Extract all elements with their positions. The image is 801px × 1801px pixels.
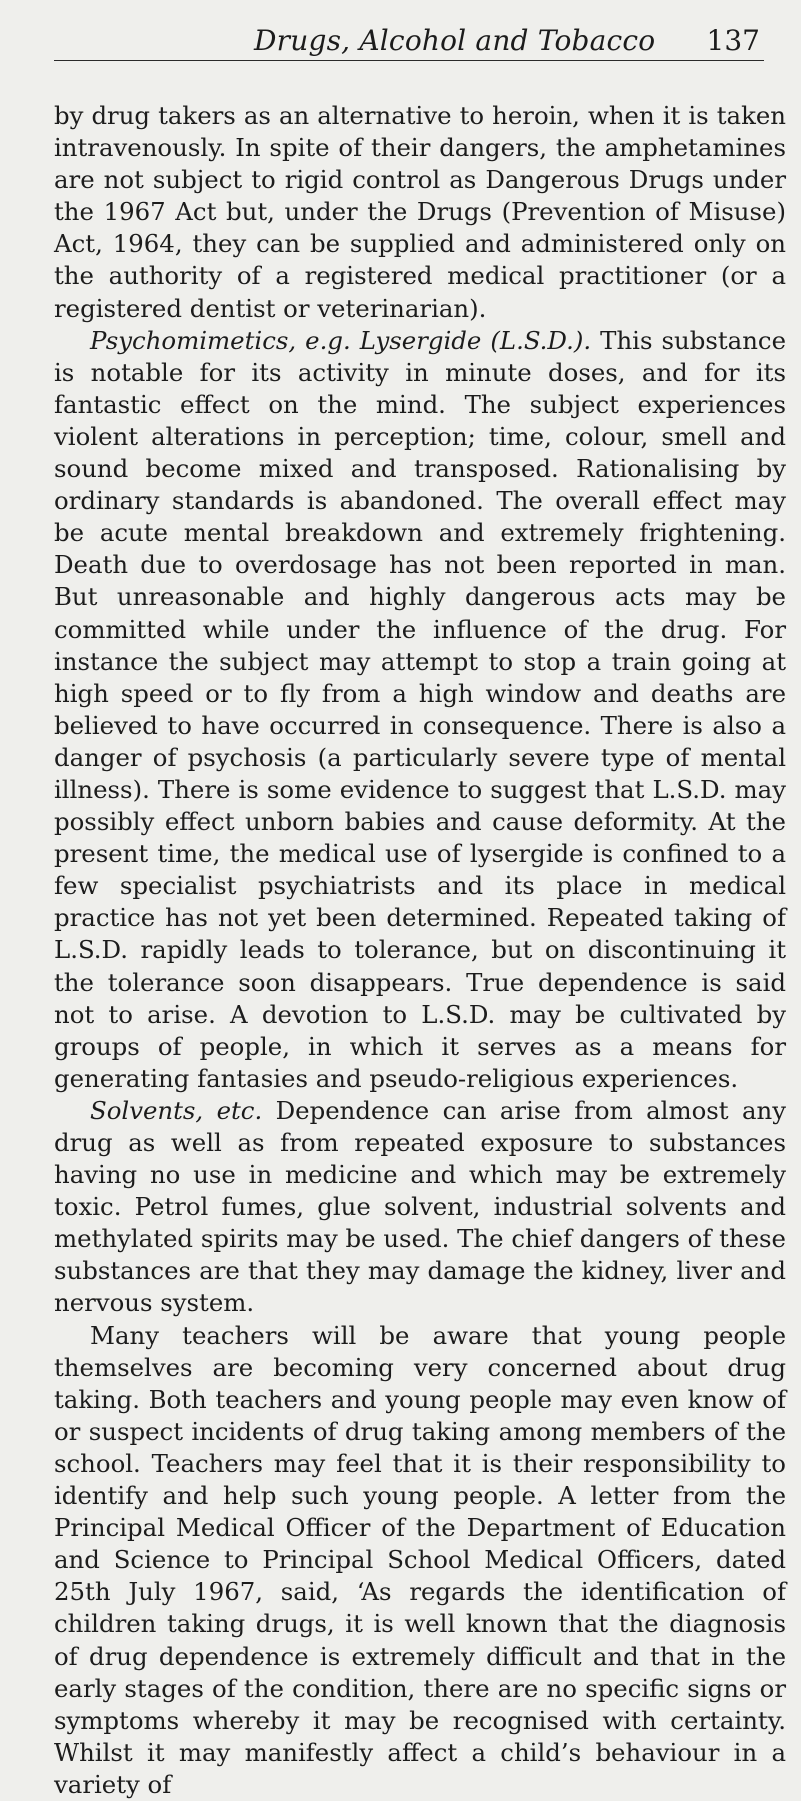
page-number: 137 <box>706 24 760 57</box>
body-text <box>54 100 786 1801</box>
paragraph-text: Dependence can arise from almost any drug as well as from repeated exposure to substances having no use in medicine and which may be extremely toxic. Petrol fumes, glue solvent, industrial solvents and methylated spirits may be used. The chief dangers of these substances are that they may damage the kidney, liver and nervous system. <box>54 1095 787 1318</box>
running-title: Drugs, Alcohol and Tobacco <box>254 24 656 57</box>
paragraph-lead: Psychomimetics, e.g. Lysergide (L.S.D.). <box>90 325 592 355</box>
paragraph-psychomimetics <box>54 325 786 1095</box>
paragraph-amphetamines-continued <box>54 100 786 325</box>
paragraph-text: This substance is notable for its activity in minute doses, and for its fantastic effect on the mind. The subject experiences violent alterations in perception; time, colour, smell and sound become mixed and transposed. Rationalising by ordinary standards is abandoned. The overall effect may be acute mental breakdown and extremely frightening. Death due to overdosage has not been reported in man. But unreasonable and highly dangerous acts may be committed while under the influence of the drug. For instance the subject may attempt to stop a train going at high speed or to fly from a high window and deaths are believed to have occurred in consequence. There is also a danger of psychosis (a particularly severe type of mental illness). There is some evidence to suggest that L.S.D. may possibly effect unborn babies and cause deformity. At the present time, the medical use of lysergide is confined to a few specialist psychiatrists and its place in medical practice has not yet been determined. Repeated taking of L.S.D. rapidly leads to tolerance, but on discontinuing it the tolerance soon disappears. True dependence is said not to arise. A devotion to L.S.D. may be cultivated by groups of people, in which it serves as a means for generating fantasies and pseudo-religious experiences. <box>54 325 787 1093</box>
paragraph-solvents <box>54 1095 786 1320</box>
paragraph-lead: Solvents, etc. <box>90 1095 263 1125</box>
paragraph-text: Many teachers will be aware that young people themselves are becoming very concerned about drug taking. Both teachers and young people may even know of or suspect incidents of drug taking among members of the school. Teachers may feel that it is their responsibility to identify and help such young people. A letter from the Principal Medical Officer of the Department of Education and Science to Principal School Medical Officers, dated 25th July 1967, said, ‘As regards the identification of children taking drugs, it is well known that the diagnosis of drug dependence is extremely difficult and that in the early stages of the condition, there are no specific signs or symptoms whereby it may be recognised with certainty. Whilst it may manifestly affect a child’s behaviour in a variety of <box>54 1320 786 1799</box>
paragraph-text: by drug takers as an alternative to heroin, when it is taken intravenously. In spite of their dangers, the amphetamines are not subject to rigid control as Dangerous Drugs under the 1967 Act but, under the Drugs (Prevention of Misuse) Act, 1964, they can be supplied and administered only on the authority of a registered medical practitioner (or a registered dentist or veterinarian). <box>54 101 786 323</box>
running-header <box>54 14 764 61</box>
paragraph-teachers <box>54 1320 786 1801</box>
